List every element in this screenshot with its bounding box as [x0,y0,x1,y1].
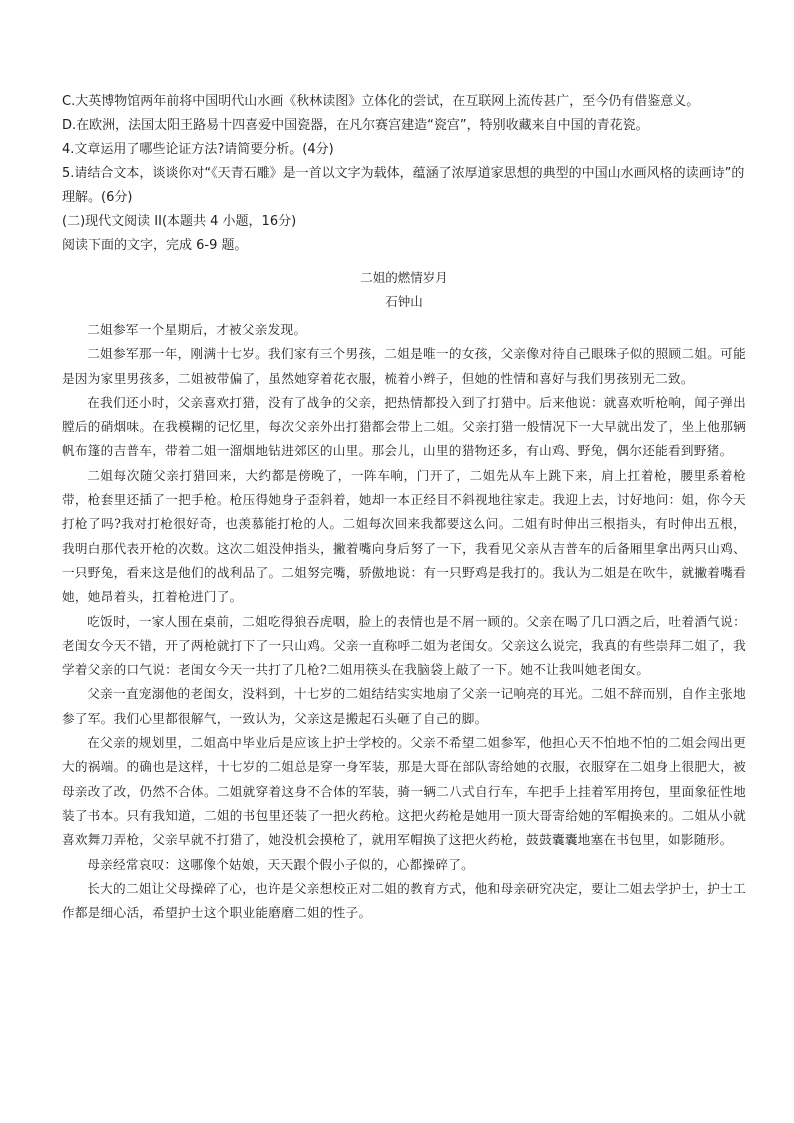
section-heading: (二)现代文阅读 II(本题共 4 小题，16分) [62,214,297,229]
paragraph-7: 在父亲的规划里，二姐高中毕业后是应该上护士学校的。父亲不希望二姐参军，他担心天不怕地不怕的二姐会闯出更大的祸端。的确也是这样，十七岁的二姐总是穿一身军装，那是大哥在部队寄给她的衣服，衣服穿在二姐身上很肥大，被母亲改了改，仍然不合体。二姐就穿着这身不合体的军装，骑一辆二八式自行车，车把手上挂着军用挎包，里面象征性地装了书本。只有我知道，二姐的书包里还装了一把火药枪。这把火药枪是她用一顶大哥寄给她的军帽换来的。二姐从小就喜欢舞刀弄枪，父亲早就不打猎了，她没机会摸枪了，就用军帽换了这把火药枪，鼓鼓囊囊地塞在书包里，如影随形。 [62,735,746,848]
reading-instruction: 阅读下面的文字，完成 6-9 题。 [62,238,248,253]
paragraph-8: 母亲经常哀叹：这哪像个姑娘，天天跟个假小子似的，心都操碎了。 [87,856,474,872]
paragraph-5: 吃饭时，一家人围在桌前，二姐吃得狼吞虎咽，脸上的表情也是不屑一顾的。父亲在喝了几口酒之后，吐着酒气说：老闺女今天不错，开了两枪就打下了一只山鸡。父亲一直称呼二姐为老闺女。父亲这么说完，我真的有些崇拜二姐了，我学着父亲的口气说：老闺女今天一共打了几枪?二姐用筷头在我脑袋上敲了一下。她不让我叫她老闺女。 [62,613,746,678]
question-4: 4.文章运用了哪些论证方法?请简要分析。(4分) [62,142,334,157]
option-d: D.在欧洲，法国太阳王路易十四喜爱中国瓷器，在凡尔赛宫建造“瓷宫”，特别收藏来自中国的青花瓷。 [62,118,649,133]
article-author: 石钟山 [385,294,423,309]
option-c: C.大英博物馆两年前将中国明代山水画《秋林读图》立体化的尝试，在互联网上流传甚广，至今仍有借鉴意义。 [62,94,700,109]
paragraph-3: 在我们还小时，父亲喜欢打猎，没有了战争的父亲，把热情都投入到了打猎中。后来他说：就喜欢听枪响，闻子弹出膛后的硝烟味。在我模糊的记忆里，每次父亲外出打猎都会带上二姐。父亲打猎一般情况下一大早就出发了，坐上他那辆帆布篷的吉普车，带着二姐一溜烟地钻进郊区的山里。那会儿，山里的猎物还多，有山鸡、野兔，偶尔还能看到野猪。 [62,394,746,459]
question-5: 5.请结合文本，谈谈你对“《天青石雕》是一首以文字为载体，蕴涵了浓厚道家思想的典型的中国山水画风格的读画诗”的理解。(6分) [62,166,745,205]
paragraph-6: 父亲一直宠溺他的老闺女，没料到，十七岁的二姐结结实实地扇了父亲一记响亮的耳光。二姐不辞而别，自作主张地参了军。我们心里都很解气，一致认为，父亲这是搬起石头砸了自己的脚。 [62,686,746,726]
paragraph-4: 二姐每次随父亲打猎回来，大约都是傍晚了，一阵车响，门开了，二姐先从车上跳下来，肩上扛着枪，腰里系着枪带，枪套里还插了一把手枪。枪压得她身子歪斜着，她却一本正经目不斜视地往家走。我迎上去，讨好地问：姐，你今天打枪了吗?我对打枪很好奇，也羡慕能打枪的人。二姐每次回来我都要这么问。二姐有时伸出三根指头，有时伸出五根，我明白那代表开枪的次数。这次二姐没伸指头，撇着嘴向身后努了一下，我看见父亲从吉普车的后备厢里拿出两只山鸡、一只野兔，看来这是他们的战利品了。二姐努完嘴，骄傲地说：有一只野鸡是我打的。我认为二姐是在吹牛，就撇着嘴看她，她昂着头，扛着枪进门了。 [62,467,746,605]
paragraph-2: 二姐参军那一年，刚满十七岁。我们家有三个男孩，二姐是唯一的女孩，父亲像对待自己眼珠子似的照顾二姐。可能是因为家里男孩多，二姐被带偏了，虽然她穿着花衣服，梳着小辫子，但她的性情和喜好与我们男孩别无二致。 [62,346,746,386]
paragraph-1: 二姐参军一个星期后，才被父亲发现。 [87,322,307,337]
paragraph-9: 长大的二姐让父母操碎了心，也许是父亲想校正对二姐的教育方式，他和母亲研究决定，要让二姐去学护士，护士工作都是细心活，希望护士这个职业能磨磨二姐的性子。 [62,880,746,921]
article-title: 二姐的燃情岁月 [360,270,448,285]
